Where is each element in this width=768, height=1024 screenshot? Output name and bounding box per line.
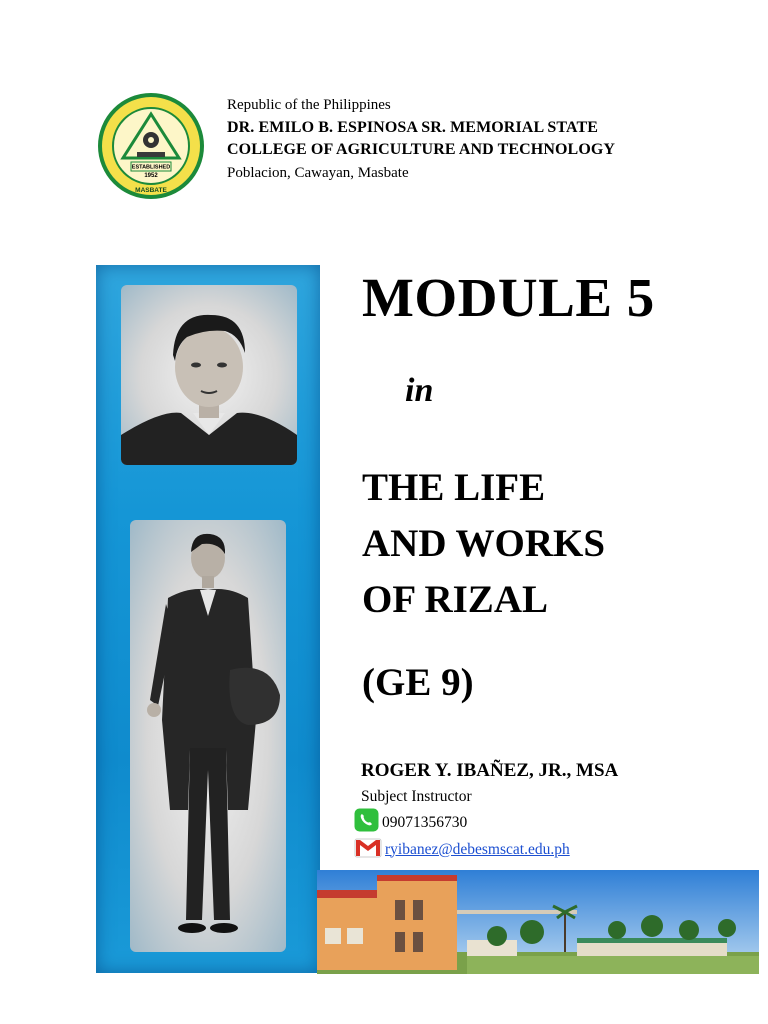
email-row: [354, 836, 570, 863]
college-seal-logo: [97, 92, 205, 200]
subject-title-line1: THE LIFE: [362, 466, 546, 509]
campus-photo: [317, 870, 759, 974]
rizal-photo-panel: [96, 265, 320, 973]
country-line: Republic of the Philippines: [227, 97, 391, 113]
email-link[interactable]: ryibanez@debesmscat.edu.ph: [385, 840, 570, 858]
rizal-portrait-fullbody: [130, 520, 286, 952]
phone-icon: [354, 808, 379, 837]
school-name-line1: DR. EMILO B. ESPINOSA SR. MEMORIAL STATE: [227, 118, 599, 136]
document-header: [227, 94, 615, 184]
subject-title-line3: OF RIZAL: [362, 578, 548, 621]
phone-row: [354, 808, 467, 837]
module-connector: in: [405, 372, 434, 409]
subject-title-line2: AND WORKS: [362, 522, 606, 565]
seal-established-text: ESTABLISHED: [131, 164, 171, 171]
seal-place-text: MASBATE: [135, 187, 167, 194]
gmail-icon: [354, 836, 382, 863]
subject-title: [362, 460, 605, 628]
school-address: Poblacion, Cawayan, Masbate: [227, 164, 409, 181]
phone-number: 09071356730: [382, 813, 468, 831]
module-title: MODULE 5: [362, 267, 655, 328]
rizal-portrait-headshot: [121, 285, 297, 465]
seal-year-text: 1952: [144, 173, 158, 179]
course-code: (GE 9): [362, 661, 474, 704]
instructor-role: Subject Instructor: [361, 788, 472, 805]
instructor-name: ROGER Y. IBAÑEZ, JR., MSA: [361, 760, 619, 781]
school-name-line2: COLLEGE OF AGRICULTURE AND TECHNOLOGY: [227, 141, 616, 158]
